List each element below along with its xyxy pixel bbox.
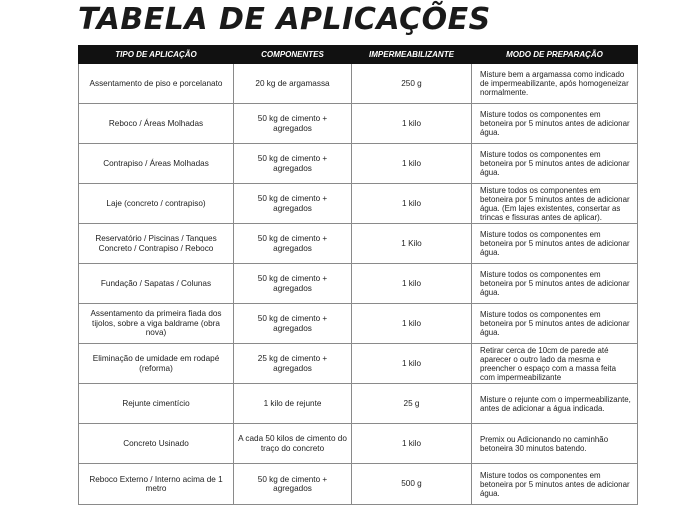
cell-impermeabilizante: 1 kilo bbox=[352, 304, 472, 344]
cell-impermeabilizante: 500 g bbox=[352, 464, 472, 505]
cell-impermeabilizante: 1 kilo bbox=[352, 144, 472, 184]
table-row bbox=[79, 424, 638, 464]
cell-tipo: Concreto Usinado bbox=[79, 424, 234, 464]
cell-tipo: Reboco Externo / Interno acima de 1 metro bbox=[79, 464, 234, 505]
cell-tipo: Reservatório / Piscinas / Tanques Concreto / Contrapiso / Reboco bbox=[79, 224, 234, 264]
cell-modo: Premix ou Adicionando no caminhão betoneira 30 minutos batendo. bbox=[472, 424, 638, 464]
cell-modo: Misture todos os componentes em betoneira por 5 minutos antes de adicionar água. bbox=[472, 464, 638, 505]
cell-impermeabilizante: 25 g bbox=[352, 384, 472, 424]
cell-tipo: Contrapiso / Áreas Molhadas bbox=[79, 144, 234, 184]
cell-modo: Misture todos os componentes em betoneira por 5 minutos antes de adicionar água. bbox=[472, 224, 638, 264]
cell-componentes: 25 kg de cimento + agregados bbox=[234, 344, 352, 384]
table-row bbox=[79, 264, 638, 304]
table-row bbox=[79, 64, 638, 104]
cell-modo: Misture o rejunte com o impermeabilizante, antes de adicionar a água indicada. bbox=[472, 384, 638, 424]
table-row bbox=[79, 224, 638, 264]
cell-componentes: 50 kg de cimento + agregados bbox=[234, 264, 352, 304]
cell-modo: Misture todos os componentes em betoneira por 5 minutos antes de adicionar água. bbox=[472, 264, 638, 304]
cell-tipo: Eliminação de umidade em rodapé (reforma) bbox=[79, 344, 234, 384]
cell-componentes: 20 kg de argamassa bbox=[234, 64, 352, 104]
cell-impermeabilizante: 1 kilo bbox=[352, 184, 472, 224]
cell-componentes: 1 kilo de rejunte bbox=[234, 384, 352, 424]
cell-modo: Misture todos os componentes em betoneira por 5 minutos antes de adicionar água. (Em lajes existentes, consertar as trincas e fissuras antes de aplicar). bbox=[472, 184, 638, 224]
table-row bbox=[79, 344, 638, 384]
cell-impermeabilizante: 1 Kilo bbox=[352, 224, 472, 264]
cell-componentes: 50 kg de cimento + agregados bbox=[234, 464, 352, 505]
cell-tipo: Assentamento da primeira fiada dos tijolos, sobre a viga baldrame (obra nova) bbox=[79, 304, 234, 344]
table-header-row bbox=[79, 46, 638, 64]
applications-table bbox=[78, 45, 638, 505]
cell-modo: Misture todos os componentes em betoneira por 5 minutos antes de adicionar água. bbox=[472, 104, 638, 144]
page-title: TABELA DE APLICAÇÕES bbox=[78, 2, 491, 37]
cell-componentes: 50 kg de cimento + agregados bbox=[234, 224, 352, 264]
cell-impermeabilizante: 1 kilo bbox=[352, 104, 472, 144]
table-row bbox=[79, 184, 638, 224]
header-tipo: TIPO DE APLICAÇÃO bbox=[79, 46, 234, 64]
cell-tipo: Fundação / Sapatas / Colunas bbox=[79, 264, 234, 304]
table-row bbox=[79, 464, 638, 505]
cell-impermeabilizante: 1 kilo bbox=[352, 344, 472, 384]
cell-componentes: 50 kg de cimento + agregados bbox=[234, 184, 352, 224]
header-modo: MODO DE PREPARAÇÃO bbox=[472, 46, 638, 64]
table-row bbox=[79, 304, 638, 344]
table-row bbox=[79, 104, 638, 144]
cell-impermeabilizante: 1 kilo bbox=[352, 264, 472, 304]
table-row bbox=[79, 384, 638, 424]
cell-tipo: Rejunte cimentício bbox=[79, 384, 234, 424]
cell-tipo: Reboco / Áreas Molhadas bbox=[79, 104, 234, 144]
cell-componentes: 50 kg de cimento + agregados bbox=[234, 104, 352, 144]
cell-componentes: A cada 50 kilos de cimento do traço do concreto bbox=[234, 424, 352, 464]
cell-modo: Misture todos os componentes em betoneira por 5 minutos antes de adicionar água. bbox=[472, 304, 638, 344]
cell-modo: Misture bem a argamassa como indicado de impermeabilizante, após homogeneizar normalmente. bbox=[472, 64, 638, 104]
cell-tipo: Assentamento de piso e porcelanato bbox=[79, 64, 234, 104]
table-row bbox=[79, 144, 638, 184]
cell-componentes: 50 kg de cimento + agregados bbox=[234, 144, 352, 184]
cell-modo: Misture todos os componentes em betoneira por 5 minutos antes de adicionar água. bbox=[472, 144, 638, 184]
cell-componentes: 50 kg de cimento + agregados bbox=[234, 304, 352, 344]
header-componentes: COMPONENTES bbox=[234, 46, 352, 64]
cell-tipo: Laje (concreto / contrapiso) bbox=[79, 184, 234, 224]
cell-modo: Retirar cerca de 10cm de parede até aparecer o outro lado da mesma e preencher o espaço com a massa feita com impermeabilizante bbox=[472, 344, 638, 384]
header-impermeabilizante: IMPERMEABILIZANTE bbox=[352, 46, 472, 64]
cell-impermeabilizante: 250 g bbox=[352, 64, 472, 104]
cell-impermeabilizante: 1 kilo bbox=[352, 424, 472, 464]
